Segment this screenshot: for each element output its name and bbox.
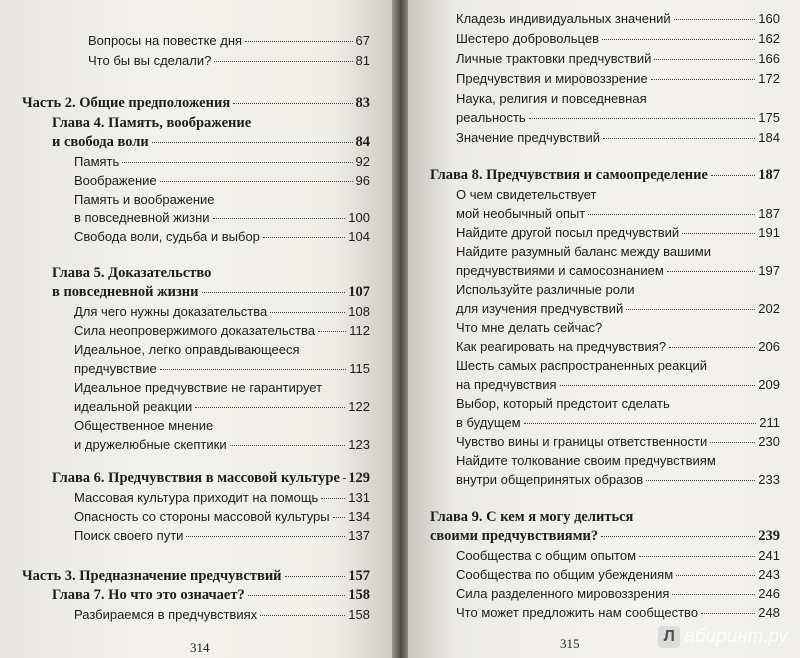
toc-entry: идеальной реакции 122 (74, 399, 370, 414)
toc-entry: Поиск своего пути 137 (74, 528, 370, 543)
page-number: 315 (560, 636, 580, 651)
toc-entry: Вопросы на повестке дня 67 (88, 33, 370, 48)
toc-chapter-heading: в повседневной жизни 107 (52, 284, 370, 300)
right-page (408, 0, 800, 658)
toc-chapter-heading: Глава 7. Но что это означает? 158 (52, 587, 370, 603)
toc-entry: Для чего нужны доказательства 108 (74, 304, 370, 319)
labirint-logo-icon: Л (658, 626, 680, 648)
toc-entry: Шесть самых распространенных реакций (456, 358, 708, 373)
toc-entry: О чем свидетельствует (456, 187, 597, 202)
toc-chapter-heading: Глава 8. Предчувствия и самоопределение 187 (430, 167, 780, 183)
toc-entry: Что может предложить нам сообщество 248 (456, 605, 780, 620)
toc-entry: Идеальное, легко оправдывающееся (74, 342, 300, 357)
toc-chapter-heading: и свобода воли 84 (52, 134, 370, 150)
toc-entry: Разбираемся в предчувствиях 158 (74, 607, 370, 622)
toc-entry: Опасность со стороны массовой культуры 134 (74, 509, 370, 524)
toc-entry: мой необычный опыт 187 (456, 206, 780, 221)
toc-entry: Выбор, который предстоит сделать (456, 396, 670, 411)
toc-entry: Найдите другой посыл предчувствий 191 (456, 225, 780, 240)
labirint-watermark (658, 626, 788, 648)
toc-entry: Значение предчувствий 184 (456, 130, 780, 145)
toc-entry: Как реагировать на предчувствия? 206 (456, 339, 780, 354)
toc-entry: Чувство вины и границы ответственности 230 (456, 434, 780, 449)
toc-entry: Личные трактовки предчувствий 166 (456, 51, 780, 66)
toc-entry: предчувствиями и самосознанием 197 (456, 263, 780, 278)
toc-entry: реальность 175 (456, 110, 780, 125)
toc-entry: Идеальное предчувствие не гарантирует (74, 380, 323, 395)
watermark-text: абиринт.ру (684, 626, 788, 647)
toc-entry: Сообщества с общим опытом 241 (456, 548, 780, 563)
toc-entry: Память 92 (74, 154, 370, 169)
left-page (0, 0, 392, 658)
toc-entry: Найдите разумный баланс между вашими (456, 244, 711, 259)
toc-entry: Что мне делать сейчас? (456, 320, 603, 335)
toc-entry: Сообщества по общим убеждениям 243 (456, 567, 780, 582)
toc-chapter-heading: Глава 5. Доказательство (52, 265, 212, 281)
toc-entry: для изучения предчувствий 202 (456, 301, 780, 316)
toc-entry: Что бы вы сделали? 81 (88, 53, 370, 68)
toc-entry: и дружелюбные скептики 123 (74, 437, 370, 452)
toc-entry: Найдите толкование своим предчувствиям (456, 453, 716, 468)
toc-chapter-heading: Глава 6. Предчувствия в массовой культуре 129 (52, 470, 370, 486)
toc-entry: Массовая культура приходит на помощь 131 (74, 490, 370, 505)
toc-entry: Кладезь индивидуальных значений 160 (456, 11, 780, 26)
toc-entry: в будущем 211 (456, 415, 780, 430)
toc-entry: Воображение 96 (74, 173, 370, 188)
toc-entry: Память и воображение (74, 192, 215, 207)
toc-entry: на предчувствия 209 (456, 377, 780, 392)
toc-chapter-heading: своими предчувствиями? 239 (430, 528, 780, 544)
toc-chapter-heading: Глава 4. Память, воображение (52, 115, 252, 131)
toc-entry: Сила неопровержимого доказательства 112 (74, 323, 370, 338)
toc-entry: Сила разделенного мировоззрения 246 (456, 586, 780, 601)
book-gutter (392, 0, 408, 658)
toc-entry: предчувствие 115 (74, 361, 370, 376)
toc-entry: Шестеро добровольцев 162 (456, 31, 780, 46)
toc-chapter-heading: Глава 9. С кем я могу делиться (430, 509, 634, 525)
toc-entry: Свобода воли, судьба и выбор 104 (74, 229, 370, 244)
toc-part-heading: Часть 2. Общие предположения 83 (22, 95, 370, 111)
page-number: 314 (190, 640, 210, 655)
toc-entry: Наука, религия и повседневная (456, 91, 647, 106)
toc-entry: Предчувствия и мировоззрение 172 (456, 71, 780, 86)
toc-entry: внутри общепринятых образов 233 (456, 472, 780, 487)
toc-entry: Используйте различные роли (456, 282, 635, 297)
toc-entry: Общественное мнение (74, 418, 214, 433)
toc-entry: в повседневной жизни 100 (74, 210, 370, 225)
toc-part-heading: Часть 3. Предназначение предчувствий 157 (22, 568, 370, 584)
